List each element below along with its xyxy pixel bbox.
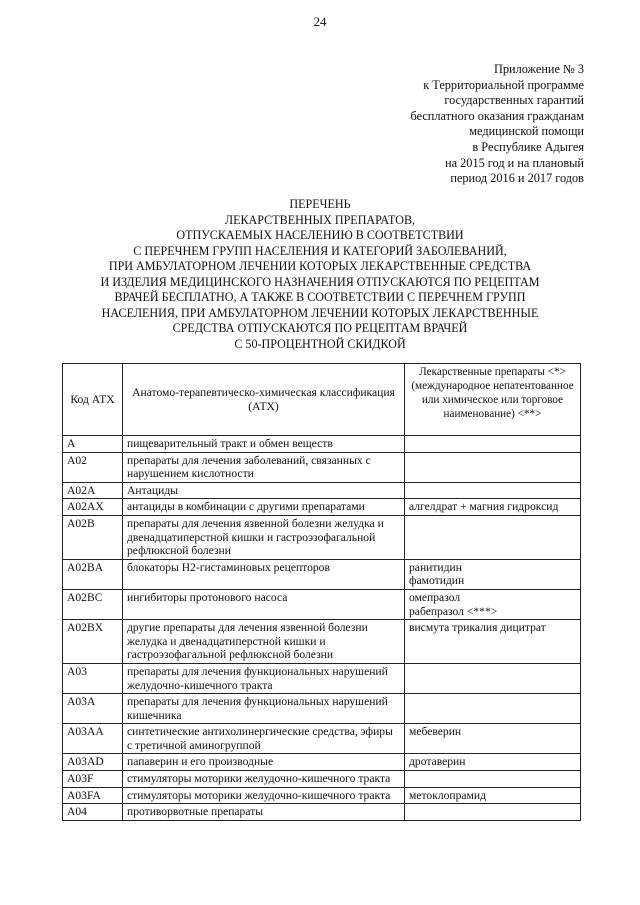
classification-cell: препараты для лечения функциональных нарушений кишечника — [123, 694, 405, 724]
table-row — [63, 804, 581, 821]
appendix-line: на 2015 год и на плановый — [445, 155, 584, 170]
table-row — [63, 515, 581, 559]
atx-code-cell: A03 — [63, 663, 123, 693]
table-row — [63, 724, 581, 754]
title-line: СРЕДСТВА ОТПУСКАЮТСЯ ПО РЕЦЕПТАМ ВРАЧЕЙ — [172, 321, 468, 335]
drugs-cell — [405, 482, 581, 499]
table-row — [63, 787, 581, 804]
drugs-cell — [405, 804, 581, 821]
atx-code-cell: A03F — [63, 771, 123, 788]
title-line: НАСЕЛЕНИЯ, ПРИ АМБУЛАТОРНОМ ЛЕЧЕНИИ КОТОРЫХ ЛЕКАРСТВЕННЫЕ — [101, 305, 539, 320]
drugs-cell — [405, 589, 581, 619]
table-row — [63, 754, 581, 771]
appendix-block — [324, 62, 584, 187]
drug-name: дротаверин — [409, 755, 466, 769]
atx-code-cell: A02BA — [63, 559, 123, 589]
drug-name: висмута трикалия дицитрат — [409, 621, 546, 635]
table-row — [63, 663, 581, 693]
table-row — [63, 620, 581, 664]
atx-code-cell: A — [63, 436, 123, 453]
title-line: С ПЕРЕЧНЕМ ГРУПП НАСЕЛЕНИЯ И КАТЕГОРИЙ ЗАБОЛЕВАНИЙ, — [133, 243, 507, 258]
atx-code-cell: A02A — [63, 482, 123, 499]
drug-name: мебеверин — [409, 725, 462, 739]
appendix-line: медицинской помощи — [469, 124, 584, 139]
document-title — [60, 197, 580, 352]
appendix-line: бесплатного оказания гражданам — [410, 108, 584, 123]
drug-name: омепразол — [409, 590, 461, 604]
atx-code-cell: A04 — [63, 804, 123, 821]
table-row — [63, 589, 581, 619]
classification-cell: стимуляторы моторики желудочно-кишечного тракта — [123, 771, 405, 788]
title-line: ПРИ АМБУЛАТОРНОМ ЛЕЧЕНИИ КОТОРЫХ ЛЕКАРСТВЕННЫЕ СРЕДСТВА — [108, 259, 532, 273]
drugs-cell — [405, 452, 581, 482]
appendix-line: к Территориальной программе — [423, 77, 584, 92]
classification-cell: блокаторы Н2-гистаминовых рецепторов — [123, 559, 405, 589]
table-row — [63, 436, 581, 453]
classification-cell: препараты для лечения язвенной болезни желудка и двенадцатиперстной кишки и гастроэзофагальной рефлюксной болезни — [123, 515, 405, 559]
title-line: ВРАЧЕЙ БЕСПЛАТНО, А ТАКЖЕ В СООТВЕТСТВИИ С ПЕРЕЧНЕМ ГРУПП — [114, 290, 526, 304]
classification-cell: синтетические антихолинергические средства, эфиры с третичной аминогруппой — [123, 724, 405, 754]
atx-code-cell: A03FA — [63, 787, 123, 804]
drug-name: рабепразол <***> — [409, 604, 498, 618]
drugs-cell — [405, 559, 581, 589]
drugs-cell — [405, 694, 581, 724]
drugs-cell — [405, 771, 581, 788]
appendix-line: в Республике Адыгея — [472, 139, 584, 154]
drugs-cell — [405, 436, 581, 453]
classification-cell: Антациды — [123, 482, 405, 499]
classification-cell: антациды в комбинации с другими препаратами — [123, 499, 405, 516]
atx-code-cell: A02 — [63, 452, 123, 482]
appendix-line: Приложение № 3 — [493, 62, 584, 76]
drugs-cell — [405, 663, 581, 693]
page-number: 24 — [313, 14, 327, 29]
atx-code-cell: A02B — [63, 515, 123, 559]
appendix-line: период 2016 и 2017 годов — [450, 171, 584, 186]
atx-code-cell: A02BC — [63, 589, 123, 619]
classification-cell: папаверин и его производные — [123, 754, 405, 771]
table-row — [63, 452, 581, 482]
title-line: С 50-ПРОЦЕНТНОЙ СКИДКОЙ — [234, 336, 406, 351]
atx-table — [62, 363, 581, 821]
title-line: ОТПУСКАЕМЫХ НАСЕЛЕНИЮ В СООТВЕТСТВИИ — [176, 228, 464, 242]
drugs-cell — [405, 499, 581, 516]
classification-cell: препараты для лечения заболеваний, связанных с нарушением кислотности — [123, 452, 405, 482]
title-line: ПЕРЕЧЕНЬ — [289, 197, 351, 211]
classification-cell: препараты для лечения функциональных нарушений желудочно-кишечного тракта — [123, 663, 405, 693]
table-header-row — [63, 364, 581, 436]
header-code: Код АТХ — [63, 364, 123, 436]
table-row — [63, 771, 581, 788]
drug-name: метоклопрамид — [409, 788, 486, 802]
header-drugs: Лекарственные препараты <*> (международное непатентованное или химическое или торговое наименование) <**> — [405, 364, 581, 436]
classification-cell: стимуляторы моторики желудочно-кишечного тракта — [123, 787, 405, 804]
title-line: ЛЕКАРСТВЕННЫХ ПРЕПАРАТОВ, — [224, 212, 416, 227]
drugs-cell — [405, 754, 581, 771]
drugs-cell — [405, 515, 581, 559]
classification-cell: пищеварительный тракт и обмен веществ — [123, 436, 405, 453]
atx-code-cell: A03AA — [63, 724, 123, 754]
classification-cell: другие препараты для лечения язвенной болезни желудка и двенадцатиперстной кишки и гастроэзофагальной рефлюксной болезни — [123, 620, 405, 664]
classification-cell: противорвотные препараты — [123, 804, 405, 821]
classification-cell: ингибиторы протонового насоса — [123, 589, 405, 619]
drug-name: фамотидин — [409, 574, 465, 588]
table-row — [63, 694, 581, 724]
atx-code-cell: A03AD — [63, 754, 123, 771]
drugs-cell — [405, 620, 581, 664]
title-line: И ИЗДЕЛИЯ МЕДИЦИНСКОГО НАЗНАЧЕНИЯ ОТПУСКАЮТСЯ ПО РЕЦЕПТАМ — [100, 274, 540, 289]
header-classification: Анатомо-терапевтическо-химическая классификация (АТХ) — [123, 364, 405, 436]
table-row — [63, 482, 581, 499]
table-row — [63, 499, 581, 516]
atx-code-cell: A02BX — [63, 620, 123, 664]
drugs-cell — [405, 724, 581, 754]
drugs-cell — [405, 787, 581, 804]
appendix-line: государственных гарантий — [444, 93, 584, 108]
atx-code-cell: A03A — [63, 694, 123, 724]
table-row — [63, 559, 581, 589]
drug-name: алгелдрат + магния гидроксид — [409, 500, 559, 514]
drug-name: ранитидин — [409, 560, 462, 574]
atx-code-cell: A02AX — [63, 499, 123, 516]
